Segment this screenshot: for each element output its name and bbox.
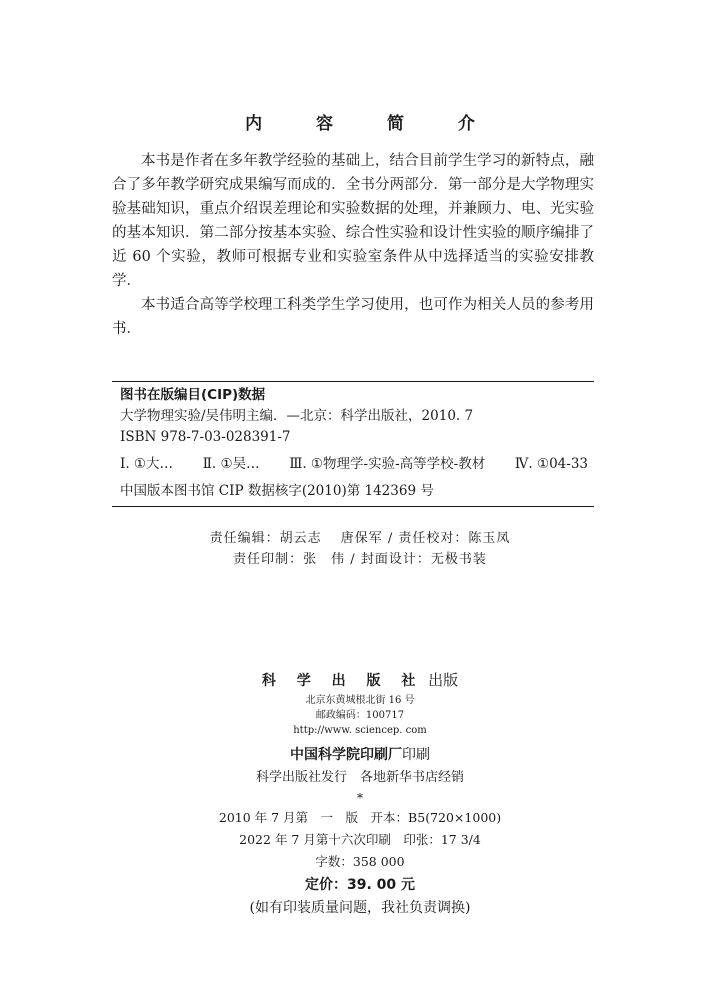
cip-subjects bbox=[120, 454, 588, 475]
publisher-address: 北京东黄城根北街 16 号 bbox=[305, 695, 415, 706]
cip-bibliographic-line: 大学物理实验/吴伟明主编．—北京：科学出版社，2010. 7 bbox=[120, 408, 474, 424]
quality-notice: (如有印装质量问题，我社负责调换) bbox=[249, 900, 471, 916]
publisher-info bbox=[0, 668, 720, 919]
printer-line bbox=[0, 744, 720, 767]
intro-text bbox=[112, 149, 594, 341]
cip-subject-3: Ⅲ. ①物理学-实验-高等学校-教材 bbox=[289, 456, 486, 472]
intro-paragraph-2: 本书适合高等学校理工科类学生学习使用，也可作为相关人员的参考用书． bbox=[112, 297, 594, 337]
distribution-line: 科学出版社发行 各地新华书店经销 bbox=[255, 770, 464, 785]
word-count: 字数：358 000 bbox=[315, 854, 405, 869]
intro-paragraph-1: 本书是作者在多年教学经验的基础上，结合目前学生学习的新特点，融合了多年教学研究成果编写而成的．全书分两部分．第一部分是大学物理实验基础知识，重点介绍误差理论和实验数据的处理，并兼顾力、电、光实验的基本知识．第二部分按基本实验、综合性实验和设计性实验的顺序编排了近 60 个实验，教师可根据专业和实验室条件从中选择适当的实验安排教学． bbox=[112, 153, 594, 289]
printer-suffix: 印刷 bbox=[402, 747, 430, 763]
publisher-suffix: 出版 bbox=[423, 671, 459, 689]
separator-star: * bbox=[357, 791, 363, 805]
editors-credits bbox=[0, 528, 720, 570]
cip-subject-4: Ⅳ. ①04-33 bbox=[514, 456, 588, 472]
cip-block bbox=[112, 381, 594, 507]
cip-library-number: 中国版本图书馆 CIP 数据核字(2010)第 142369 号 bbox=[120, 483, 434, 499]
publisher-name-line bbox=[0, 668, 720, 693]
editors-line-2: 责任印制：张 伟 / 封面设计：无极书装 bbox=[233, 552, 487, 567]
publisher-url: http://www. sciencep. com bbox=[293, 725, 427, 736]
cip-heading: 图书在版编目(CIP)数据 bbox=[120, 387, 266, 403]
cip-subject-2: Ⅱ. ①吴… bbox=[202, 456, 260, 472]
price: 定价：39. 00 元 bbox=[304, 877, 416, 893]
editors-line-1: 责任编辑：胡云志 唐保军 / 责任校对：陈玉凤 bbox=[209, 531, 511, 546]
edition-line: 2010 年 7 月第 一 版 开本：B5(720×1000) bbox=[218, 810, 502, 825]
publisher-postcode: 邮政编码：100717 bbox=[315, 710, 405, 721]
intro-title: 内 容 简 介 bbox=[245, 114, 499, 134]
cip-isbn: ISBN 978-7-03-028391-7 bbox=[120, 429, 291, 445]
printing-line: 2022 年 7 月第十六次印刷 印张：17 3/4 bbox=[239, 832, 481, 847]
publisher-name: 科 学 出 版 社 bbox=[261, 673, 424, 689]
cip-subject-1: Ⅰ. ①大… bbox=[120, 456, 174, 472]
printer-name: 中国科学院印刷厂 bbox=[290, 747, 402, 763]
